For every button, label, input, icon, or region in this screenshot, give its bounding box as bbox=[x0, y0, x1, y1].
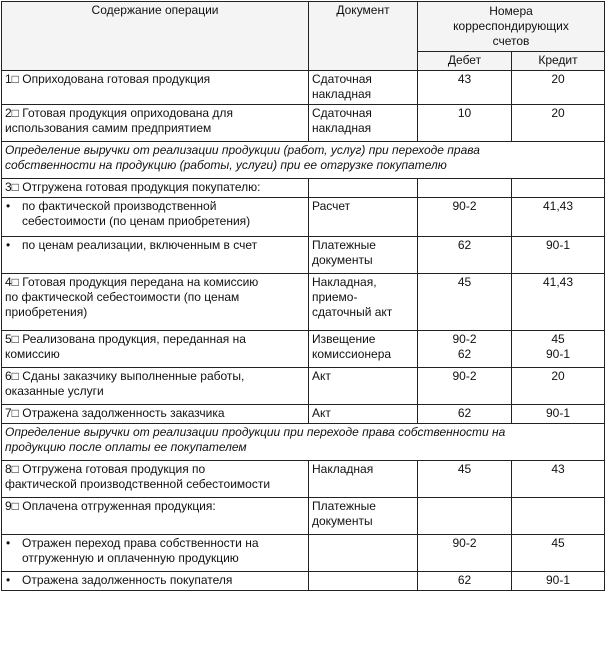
credit-value: 90-1 bbox=[545, 573, 571, 587]
document-cell bbox=[309, 105, 418, 142]
document-cell bbox=[309, 71, 418, 105]
document-cell bbox=[309, 331, 418, 368]
operation-text-line: по фактической себестоимости (по ценам bbox=[5, 290, 240, 304]
header-debit: Дебет bbox=[418, 52, 512, 71]
operation-text bbox=[5, 238, 305, 253]
document-text-line: комиссионера bbox=[312, 347, 392, 361]
debit-value: 62 bbox=[457, 347, 472, 361]
document-cell bbox=[309, 461, 418, 498]
document-text-line: приемо- bbox=[312, 290, 358, 304]
operation-cell bbox=[2, 105, 309, 142]
debit-cell bbox=[418, 535, 512, 572]
debit-cell bbox=[418, 237, 512, 274]
operation-text bbox=[5, 536, 305, 566]
debit-value: 62 bbox=[457, 573, 472, 587]
operation-text-line: 1□ Оприходована готовая продукция bbox=[5, 72, 211, 86]
bullet-icon: • bbox=[6, 536, 11, 550]
document-text-line: накладная bbox=[312, 87, 372, 101]
debit-cell bbox=[418, 179, 512, 198]
debit-value: 62 bbox=[457, 406, 472, 420]
credit-cell bbox=[512, 71, 605, 105]
credit-cell bbox=[512, 405, 605, 424]
bullet-icon: • bbox=[6, 199, 11, 213]
credit-cell bbox=[512, 535, 605, 572]
debit-cell bbox=[418, 331, 512, 368]
operation-text bbox=[5, 199, 305, 229]
operation-text-line: 5□ Реализована продукция, переданная на bbox=[5, 332, 246, 346]
document-text-line: документы bbox=[312, 514, 373, 528]
document-cell bbox=[309, 535, 418, 572]
document-cell bbox=[309, 368, 418, 405]
operation-text bbox=[5, 573, 305, 588]
document-text-line: Платежные bbox=[312, 238, 376, 252]
debit-value: 10 bbox=[457, 106, 472, 120]
document-text-line: документы bbox=[312, 253, 373, 267]
debit-value: 90-2 bbox=[452, 536, 477, 550]
table-row bbox=[2, 198, 605, 237]
operation-text-line: Отражен переход права собственности на bbox=[22, 536, 259, 550]
operation-cell bbox=[2, 405, 309, 424]
table-row bbox=[2, 498, 605, 535]
operation-cell bbox=[2, 535, 309, 572]
credit-cell bbox=[512, 368, 605, 405]
section-text-line: Определение выручки от реализации продукции при переходе права собственности на bbox=[5, 425, 506, 439]
credit-value: 43 bbox=[551, 462, 565, 476]
operation-text-line: себестоимости (по ценам приобретения) bbox=[22, 214, 251, 228]
operation-text-line: 8□ Отгружена готовая продукция по bbox=[5, 462, 206, 476]
credit-cell bbox=[512, 274, 605, 331]
operations-table bbox=[1, 1, 605, 591]
section-text-line: собственности на продукцию (работы, услуги) при ее отгрузке покупателю bbox=[5, 158, 447, 172]
operation-cell bbox=[2, 572, 309, 591]
header-content: Содержание операции bbox=[2, 2, 309, 71]
operation-cell bbox=[2, 71, 309, 105]
credit-value: 20 bbox=[551, 106, 565, 120]
header-document: Документ bbox=[309, 2, 418, 71]
document-text-line: Накладная bbox=[312, 462, 374, 476]
operation-cell bbox=[2, 368, 309, 405]
header-credit: Кредит bbox=[512, 52, 605, 71]
table-body bbox=[2, 71, 605, 591]
credit-value: 90-1 bbox=[545, 347, 571, 361]
credit-value: 90-1 bbox=[545, 238, 571, 252]
operation-text-line: Отражена задолженность покупателя bbox=[22, 573, 233, 587]
debit-cell bbox=[418, 368, 512, 405]
document-text-line: Платежные bbox=[312, 499, 376, 513]
table-row bbox=[2, 179, 605, 198]
document-text-line: накладная bbox=[312, 121, 372, 135]
operation-cell bbox=[2, 331, 309, 368]
credit-cell bbox=[512, 461, 605, 498]
table-row bbox=[2, 461, 605, 498]
operation-cell bbox=[2, 274, 309, 331]
operation-cell bbox=[2, 198, 309, 237]
document-text-line: Акт bbox=[312, 369, 331, 383]
operation-text-line: 3□ Отгружена готовая продукция покупателю: bbox=[5, 180, 261, 194]
debit-value: 90-2 bbox=[452, 332, 477, 346]
operation-cell bbox=[2, 461, 309, 498]
operation-text-line: 2□ Готовая продукция оприходована для bbox=[5, 106, 233, 120]
credit-value: 45 bbox=[551, 536, 565, 550]
document-text-line: Сдаточная bbox=[312, 106, 372, 120]
credit-value: 20 bbox=[551, 369, 565, 383]
credit-value: 41,43 bbox=[542, 275, 574, 289]
table-row bbox=[2, 274, 605, 331]
operation-cell bbox=[2, 237, 309, 274]
credit-cell bbox=[512, 572, 605, 591]
document-cell bbox=[309, 572, 418, 591]
credit-cell bbox=[512, 179, 605, 198]
debit-cell bbox=[418, 105, 512, 142]
debit-cell bbox=[418, 198, 512, 237]
debit-value: 43 bbox=[457, 72, 472, 86]
table-row bbox=[2, 368, 605, 405]
operation-text-line: использования самим предприятием bbox=[5, 121, 212, 135]
section-text-line: Определение выручки от реализации продукции (работ, услуг) при переходе права bbox=[5, 143, 480, 157]
credit-cell bbox=[512, 198, 605, 237]
document-text-line: Расчет bbox=[312, 199, 351, 213]
credit-value: 90-1 bbox=[545, 406, 571, 420]
header-accounts: Номера корреспондирующих счетов bbox=[418, 2, 605, 52]
operation-text-line: оказанные услуги bbox=[5, 384, 104, 398]
credit-value: 45 bbox=[551, 332, 565, 346]
section-row bbox=[2, 424, 605, 461]
table-row bbox=[2, 331, 605, 368]
bullet-icon: • bbox=[6, 573, 11, 587]
document-text-line: Сдаточная bbox=[312, 72, 372, 86]
debit-cell bbox=[418, 461, 512, 498]
debit-cell bbox=[418, 405, 512, 424]
document-text-line: Извещение bbox=[312, 332, 376, 346]
debit-cell bbox=[418, 71, 512, 105]
operation-text-line: комиссию bbox=[5, 347, 60, 361]
document-cell bbox=[309, 198, 418, 237]
document-text-line: Накладная, bbox=[312, 275, 377, 289]
debit-value: 45 bbox=[457, 462, 472, 476]
document-cell bbox=[309, 179, 418, 198]
document-cell bbox=[309, 498, 418, 535]
operation-cell bbox=[2, 498, 309, 535]
credit-cell bbox=[512, 498, 605, 535]
table-row bbox=[2, 71, 605, 105]
operation-text-line: 4□ Готовая продукция передана на комиссию bbox=[5, 275, 259, 289]
section-text-line: продукцию после оплаты ее покупателем bbox=[5, 440, 247, 454]
debit-cell bbox=[418, 572, 512, 591]
operation-text-line: по ценам реализации, включенным в счет bbox=[22, 238, 258, 252]
bullet-icon: • bbox=[6, 238, 11, 252]
section-row bbox=[2, 142, 605, 179]
header-row bbox=[2, 2, 605, 52]
document-text-line: сдаточный акт bbox=[312, 305, 393, 319]
debit-value: 62 bbox=[457, 238, 472, 252]
document-cell bbox=[309, 274, 418, 331]
debit-cell bbox=[418, 498, 512, 535]
section-heading bbox=[2, 142, 605, 179]
operation-text-line: приобретения) bbox=[5, 305, 88, 319]
section-heading bbox=[2, 424, 605, 461]
credit-value: 20 bbox=[551, 72, 565, 86]
credit-value: 41,43 bbox=[542, 199, 574, 213]
debit-value: 90-2 bbox=[452, 199, 477, 213]
operation-text-line: отгруженную и оплаченную продукцию bbox=[22, 551, 239, 565]
operation-text-line: фактической производственной себестоимости bbox=[5, 477, 271, 491]
table-row bbox=[2, 535, 605, 572]
credit-cell bbox=[512, 331, 605, 368]
table-row bbox=[2, 105, 605, 142]
document-cell bbox=[309, 405, 418, 424]
credit-cell bbox=[512, 105, 605, 142]
operation-text-line: по фактической производственной bbox=[22, 199, 217, 213]
document-text-line: Акт bbox=[312, 406, 331, 420]
debit-value: 90-2 bbox=[452, 369, 477, 383]
document-cell bbox=[309, 237, 418, 274]
debit-cell bbox=[418, 274, 512, 331]
operation-text-line: 6□ Сданы заказчику выполненные работы, bbox=[5, 369, 245, 383]
table-row bbox=[2, 405, 605, 424]
table-row bbox=[2, 572, 605, 591]
operation-text-line: 7□ Отражена задолженность заказчика bbox=[5, 406, 225, 420]
debit-value: 45 bbox=[457, 275, 472, 289]
table-row bbox=[2, 237, 605, 274]
credit-cell bbox=[512, 237, 605, 274]
operation-text-line: 9□ Оплачена отгруженная продукция: bbox=[5, 499, 216, 513]
operation-cell bbox=[2, 179, 309, 198]
